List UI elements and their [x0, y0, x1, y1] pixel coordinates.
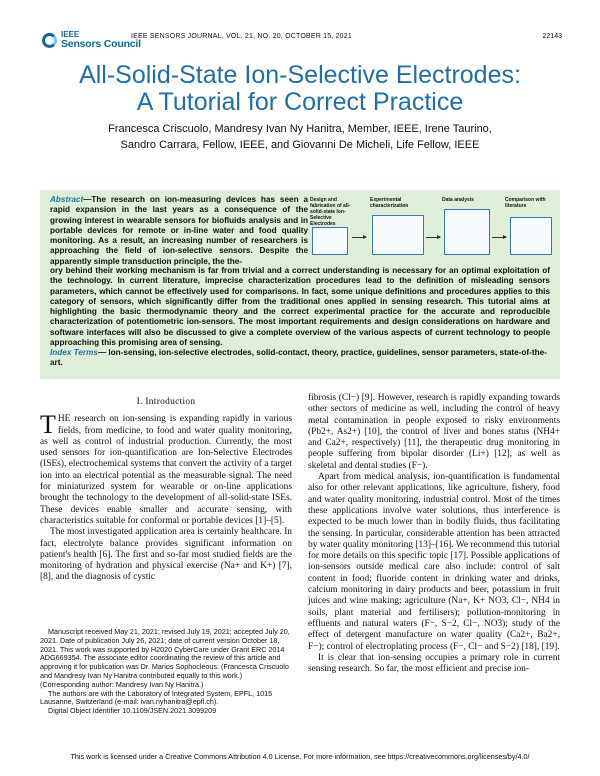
journal-citation: IEEE SENSORS JOURNAL, VOL. 21, NO. 20, OCTOBER 15, 2021 — [131, 33, 352, 40]
arrow-icon — [492, 237, 506, 238]
intro-paragraph-2: The most investigated application area is certainly healthcare. In fact, electrolyte balance provides significant information on patient's health [6]. The first and so-far most studied fields are the monitoring of hydration and physical exercise (Na+ and K+) [7], [8], and the diagnosis of cystic — [40, 527, 292, 583]
right-paragraph-1: fibrosis (Cl−) [9]. However, research is rapidly expanding towards other sectors of medicine as well, including the control of heavy metal contamination in people exposed to risky environments (Pb2+, As2+) [10], the control of liver and bones status (NH4+ and Ca2+, respectively) [11], the therapeutic drug monitoring in people suffering from bipolar disorder (Li+) [12], as well as skeletal and dental studies (F−). — [308, 393, 560, 471]
arrow-icon — [426, 237, 440, 238]
index-terms — [50, 348, 550, 369]
electrode-illustration-icon — [312, 227, 348, 255]
abstract-lead — [50, 195, 308, 267]
literature-documents-icon — [510, 217, 552, 255]
graphic-step-analysis: Data analysis — [442, 197, 474, 203]
title-line-1: All-Solid-State Ion-Selective Electrodes: — [79, 61, 521, 89]
authors-line-1: Francesca Criscuolo, Mandresy Ivan Ny Hanitra, Member, IEEE, Irene Taurino, — [108, 123, 492, 135]
right-column — [308, 393, 560, 675]
logo-ieee-text: IEEE — [61, 30, 80, 39]
paper-title — [0, 62, 600, 116]
intro-paragraph-1 — [40, 410, 292, 527]
section-heading-introduction: I. Introduction — [136, 397, 196, 407]
graphical-abstract — [310, 197, 555, 257]
left-column — [40, 397, 292, 584]
footnote-affiliation: The authors are with the Laboratory of Integrated System, EPFL, 1015 Lausanne, Switzerland (e-mail: ivan.nyhanitra@epfl.ch). — [40, 688, 273, 707]
right-paragraph-3: It is clear that ion-sensing occupies a primary role in current sensing research. So far, the most efficient and precise ion- — [308, 652, 560, 675]
index-terms-text: — Ion-sensing, ion-selective electrodes, solid-contact, theory, practice, guidelines, sensor parameters, state-of-the-art. — [50, 348, 547, 368]
title-line-2: A Tutorial for Correct Practice — [136, 88, 464, 116]
drop-cap: T — [40, 410, 56, 440]
page-number: 22143 — [542, 33, 562, 40]
arrow-icon — [352, 237, 366, 238]
first-page-footnotes — [40, 628, 292, 716]
index-terms-label: Index Terms — [50, 348, 98, 357]
graphic-step-design: Design and fabrication of all-solid-state Ion-Selective Electrodes — [310, 197, 351, 227]
calibration-plot-icon — [444, 209, 490, 255]
authors-line-2: Sandro Carrara, Fellow, IEEE, and Giovanni De Micheli, Life Fellow, IEEE — [120, 139, 480, 151]
right-paragraph-2: Apart from medical analysis, ion-quantification is fundamental also for other relevant applications, like agriculture, fishery, food and water quality monitoring, industrial control. Most of the times these applications involve water solutions, thus interference is expected to be much lower than in bodily fluids, thus facilitating the sensing. In particular, considerable attention has been attracted by water quality monitoring [13]–[16]. We recommend this tutorial for more details on this specific topic [17]. Possible applications of ion-sensors outside medical care also include: control of salt content in food; fluoride content in drinking water and drinks, calcium monitoring in dairy products and beer, potassium in fruit juices and wine making; agriculture (Na+, K+ NO3, Cl−, NH4 in soils, plant material and fertilisers); pollution-monitoring in effluents and natural waters (F−, S−2, Cl−, NO3); study of the effect of detergent manufacture on water quality (Ca2+, Ba2+, F−); control of electroplating process (F−, Cl− and S−2) [18], [19]. — [308, 472, 560, 652]
license-footer: This work is licensed under a Creative Commons Attribution 4.0 License. For more information, see https://creativecommons.org/licenses/by/4.0/ — [70, 752, 530, 761]
running-header — [40, 30, 562, 54]
logo-council-text: Sensors Council — [61, 38, 141, 50]
footnote-manuscript: Manuscript received May 21, 2021; revised July 19, 2021; accepted July 20, 2021. Date of publication July 26, 2021; date of current version October 18, 2021. This work was supported by H2020 CyberCare under Grant ERC 2014 ADG669354. The associate editor coordinating the review of this article and approving it for publication was Dr. Marios Sophocleous. (Francesca Criscuolo and Mandresy Ivan Ny Hanitra contributed equally to this work.) (Corresponding author: Mandresy Ivan Ny Hanitra.) — [40, 627, 290, 689]
graphic-step-comparison: Comparison with literature — [505, 197, 546, 209]
abstract-label: Abstract — [50, 195, 84, 204]
measurement-setup-icon — [372, 215, 424, 255]
ieee-sensors-council-logo — [40, 30, 141, 52]
graphic-step-characterization: Experimental characterization — [370, 197, 409, 209]
footnote-doi: Digital Object Identifier 10.1109/JSEN.2021.3099209 — [48, 706, 217, 716]
abstract-continued: ory behind their working mechanism is far from trivial and a correct understanding is necessary for an optimal exploitation of the technology. In current literature, imprecise characterization procedures lead to the definition of misleading sensors parameters, which cannot be effectively used for comparisons. In fact, some unique definitions and procedures applies to this category of sensors, which significantly differ from the traditional ones applied in sensing research. This tutorial aims at highlighting the basic thermodynamic theory and the correct experimental practice for the accurate and reproducible characterization of potentiometric ion-sensors. The most important requirements and design considerations on hardware and software interfaces will also be discussed to give a complete overview of the various aspects of current technology to people approaching this promising area of sensing. — [50, 266, 550, 348]
abstract-lead-text: —The research on ion-measuring devices has seen a rapid expansion in the last years as a consequence of the growing interest in wearable sensors for biofluids analysis and in portable devices for remote or in-line water and food quality monitoring. As a result, an increasing number of researchers is approaching the field of ion-selective sensors. Despite the apparently simple transduction principle, the the- — [50, 195, 308, 266]
logo-ring-icon — [42, 33, 57, 48]
author-list — [40, 121, 560, 153]
intro-paragraph-1-text: HE research on ion-sensing is expanding rapidly in various fields, from medicine, to food and water quality monitoring, as well as control of industrial production. Currently, the most used sensors for ion-quantification are Ion-Selective Electrodes (ISEs), electrochemical systems that convert the activity of a target ion into an electrical potential as the measurable signal. The need for miniaturized system for wearable or on-line applications brought the technology to the development of all-solid-state ISEs. These devices enable smaller and accurate sensing, with characteristics suitable for conformal or portable devices [1]–[5]. — [40, 414, 292, 526]
